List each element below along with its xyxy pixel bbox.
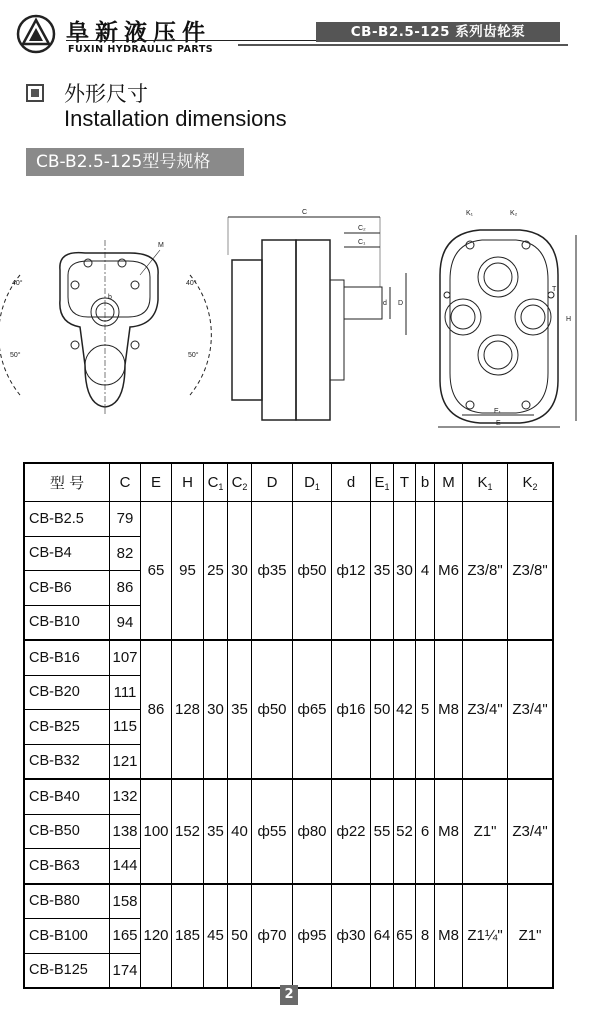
c-value-cell: 132 [110,779,141,814]
table-row [24,779,553,814]
spec-value-cell: Z3/4" [508,779,554,884]
model-cell: CB-B20 [24,675,110,710]
label-h: H [566,316,572,323]
rear-view-drawing [438,210,576,427]
spec-value-cell: ф12 [332,502,371,641]
spec-value-cell: 8 [416,884,435,989]
spec-value-cell: 86 [141,640,172,779]
spec-value-cell: ф22 [332,779,371,884]
label-D: D [398,300,404,307]
spec-value-cell: ф50 [252,640,293,779]
c-value-cell: 107 [110,640,141,675]
spec-value-cell: 185 [172,884,204,989]
model-cell: CB-B2.5 [24,502,110,537]
spec-value-cell: 5 [416,640,435,779]
col-e1: $E_1$ [371,463,394,502]
label-t: T [552,286,557,293]
col-c2: $C_2$ [228,463,252,502]
spec-value-cell: ф70 [252,884,293,989]
spec-value-cell: 42 [394,640,416,779]
col-c: C [110,463,141,502]
spec-value-cell: 152 [172,779,204,884]
table-row [24,884,553,919]
model-cell: CB-B50 [24,814,110,849]
spec-badge: CB-B2.5-125型号规格 [26,148,244,176]
spec-value-cell: ф80 [293,779,332,884]
spec-value-cell: 120 [141,884,172,989]
spec-value-cell: ф55 [252,779,293,884]
model-cell: CB-B100 [24,919,110,954]
spec-value-cell: 55 [371,779,394,884]
page-number: 2 [280,985,298,1005]
table-header-row [24,463,553,502]
header-rule [238,44,568,46]
label-m: M [158,242,164,249]
front-view-drawing [0,240,211,415]
model-cell: CB-B125 [24,953,110,988]
c-value-cell: 82 [110,536,141,571]
label-c1: C₁ [358,239,366,246]
label-50-right: 50° [188,352,199,359]
c-value-cell: 86 [110,571,141,606]
c-value-cell: 115 [110,710,141,745]
series-badge: CB-B2.5-125 系列齿轮泵 [316,22,560,42]
col-e: E [141,463,172,502]
spec-value-cell: ф30 [332,884,371,989]
spec-value-cell: Z1" [508,884,554,989]
spec-value-cell: Z3/8" [463,502,508,641]
spec-value-cell: 50 [371,640,394,779]
col-d-shaft: d [332,463,371,502]
col-d1: $D_1$ [293,463,332,502]
side-view-drawing [228,209,406,420]
section-title-en: Installation dimensions [64,106,287,131]
spec-value-cell: M6 [435,502,463,641]
spec-value-cell: M8 [435,640,463,779]
spec-value-cell: 30 [204,640,228,779]
c-value-cell: 174 [110,953,141,988]
model-cell: CB-B16 [24,640,110,675]
spec-value-cell: ф95 [293,884,332,989]
spec-value-cell: 35 [371,502,394,641]
spec-value-cell: 40 [228,779,252,884]
c-value-cell: 138 [110,814,141,849]
col-k1: $K_1$ [463,463,508,502]
table-row [24,502,553,537]
label-k2: K₂ [510,210,518,217]
brand-name-cn: 阜新液压件 [66,19,211,46]
spec-value-cell: Z1¼" [463,884,508,989]
section-bullet-icon [26,84,44,102]
c-value-cell: 121 [110,744,141,779]
spec-value-cell: Z1" [463,779,508,884]
label-40-left: 40° [12,280,23,287]
table-row [24,640,553,675]
label-d: d [383,300,387,307]
spec-value-cell: ф65 [293,640,332,779]
spec-value-cell: 6 [416,779,435,884]
spec-value-cell: 128 [172,640,204,779]
c-value-cell: 144 [110,849,141,884]
spec-table [23,462,554,989]
label-c: C [302,209,308,216]
spec-value-cell: 65 [394,884,416,989]
spec-value-cell: ф50 [293,502,332,641]
col-c1: $C_1$ [204,463,228,502]
col-d-outer: D [252,463,293,502]
c-value-cell: 79 [110,502,141,537]
spec-value-cell: 100 [141,779,172,884]
model-cell: CB-B10 [24,605,110,640]
spec-value-cell: 64 [371,884,394,989]
col-h: H [172,463,204,502]
installation-drawings [0,195,590,445]
section-title-cn: 外形尺寸 [64,82,148,106]
col-b: b [416,463,435,502]
label-b: b [108,294,112,301]
col-k2: $K_2$ [508,463,554,502]
label-k1: K₁ [466,210,474,217]
spec-value-cell: Z3/4" [508,640,554,779]
spec-value-cell: M8 [435,779,463,884]
model-cell: CB-B25 [24,710,110,745]
spec-value-cell: Z3/8" [508,502,554,641]
spec-value-cell: ф16 [332,640,371,779]
header-divider [66,40,316,41]
spec-value-cell: M8 [435,884,463,989]
col-model: 型 号 [24,463,110,502]
c-value-cell: 94 [110,605,141,640]
c-value-cell: 165 [110,919,141,954]
label-50-left: 50° [10,352,21,359]
label-e: E [496,420,501,427]
col-t: T [394,463,416,502]
spec-value-cell: 50 [228,884,252,989]
spec-value-cell: 30 [228,502,252,641]
model-cell: CB-B80 [24,884,110,919]
brand-name-en: FUXIN HYDRAULIC PARTS [68,44,214,55]
spec-value-cell: 25 [204,502,228,641]
c-value-cell: 158 [110,884,141,919]
spec-value-cell: ф35 [252,502,293,641]
label-e1: E₁ [494,408,502,415]
model-cell: CB-B6 [24,571,110,606]
company-logo-icon [16,14,56,54]
model-cell: CB-B63 [24,849,110,884]
col-m: M [435,463,463,502]
model-cell: CB-B32 [24,744,110,779]
spec-value-cell: 30 [394,502,416,641]
spec-value-cell: 35 [228,640,252,779]
model-cell: CB-B4 [24,536,110,571]
spec-value-cell: 35 [204,779,228,884]
label-c2: C₂ [358,225,366,232]
label-40-right: 40° [186,280,197,287]
spec-value-cell: 52 [394,779,416,884]
spec-value-cell: Z3/4" [463,640,508,779]
spec-value-cell: 4 [416,502,435,641]
model-cell: CB-B40 [24,779,110,814]
spec-value-cell: 95 [172,502,204,641]
spec-value-cell: 45 [204,884,228,989]
c-value-cell: 111 [110,675,141,710]
spec-value-cell: 65 [141,502,172,641]
